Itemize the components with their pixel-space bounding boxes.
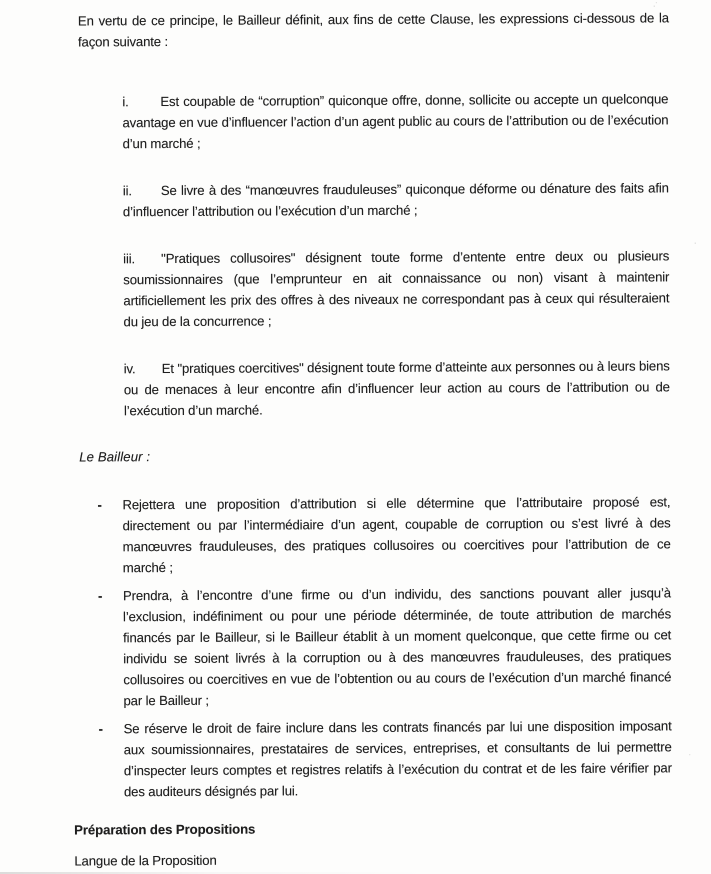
bailleur-heading: Le Bailleur : (79, 449, 151, 465)
obligation-item-2 (1, 582, 672, 712)
obligation-item-3 (2, 715, 672, 803)
definition-item-i (122, 88, 668, 154)
list-numeral-i: i. (122, 94, 129, 110)
definition-text-i: Est coupable de “corruption” quiconque offre, donne, sollicite ou accepte un quelconque avantage en vue d’influencer l’action d’un agent public au cours de l’attribution ou de l’exécution d’un marché ; (122, 91, 669, 152)
definitions-list (0, 88, 711, 422)
definition-item-ii (123, 177, 669, 222)
definition-item-iv (124, 355, 670, 421)
obligation-text-1: Rejettera une proposition d’attribution si elle détermine que l’attributaire proposé est, directement ou par l’intermédiaire d’un agent, coupable de corruption ou s’est livré à des manœuvres frauduleuses, des pratiques collusoires ou coercitives pour l’attribution de ce marché ; (122, 494, 671, 576)
list-numeral-ii: ii. (122, 183, 132, 199)
scan-artifact-speck: ·˙ (653, 3, 658, 10)
definition-text-ii: Se livre à des “manœuvres frauduleuses” quiconque déforme ou dénature des faits afin d’influencer l’attribution ou l’exécution d’un marché ; (122, 180, 669, 220)
list-numeral-iii: iii. (123, 251, 136, 267)
dash-bullet-icon: - (97, 588, 103, 604)
definition-item-iii (123, 245, 669, 332)
scan-artifact-speck: · (694, 240, 697, 247)
subsection-heading-langue: Langue de la Proposition (74, 852, 217, 869)
obligation-item-1 (0, 491, 670, 579)
section-heading-preparation: Préparation des Propositions (74, 821, 256, 838)
obligation-text-2: Prendra, à l’encontre d’une firme ou d’un individu, des sanctions pouvant aller jusqu’à l’exclusion, indéfiniment ou pour une période déterminée, de toute attribution de marchés financés par le Bailleur, si le Bailleur établit à un moment quelconque, que cette firme ou cet individu se soient livrés à la corruption ou à des manœuvres frauduleuses, des pratiques collusoires ou coercitives en vue de l’obtention ou au cours de l’exécution d’un marché financé par le Bailleur ; (122, 585, 672, 709)
definition-text-iii: "Pratiques collusoires" désignent toute forme d’entente entre deux ou plusieurs soumissionnaires (que l’emprunteur en ait connaissance ou non) visant à maintenir artificiellement les prix des offres à des niveaux ne correspondant pas à ceux qui résulteraient du jeu de la concurrence ; (123, 248, 670, 330)
list-numeral-iv: iv. (123, 361, 136, 377)
scan-artifact-speck: ˙ (689, 755, 692, 762)
intro-paragraph: En vertu de ce principe, le Bailleur définit, aux fins de cette Clause, les expressions ci-dessous de la façon suivante : (77, 10, 669, 50)
bailleur-obligations-list (0, 491, 711, 803)
dash-bullet-icon: - (97, 497, 102, 513)
dash-bullet-icon: - (98, 721, 103, 737)
obligation-text-3: Se réserve le droit de faire inclure dans les contrats financés par lui une disposition imposant aux soumissionnaires, prestataires de services, entreprises, et consultants de lui permettre d’inspecter leurs comptes et registres relatifs à l’exécution du contrat et de les faire vérifier par des auditeurs désignés par lui. (123, 718, 672, 800)
definition-text-iv: Et "pratiques coercitives" désignent toute forme d’atteinte aux personnes ou à leurs biens ou de menaces à leur encontre afin d’influencer leur action au cours de l’attribution ou de l’exécution d’un marché. (123, 358, 670, 419)
